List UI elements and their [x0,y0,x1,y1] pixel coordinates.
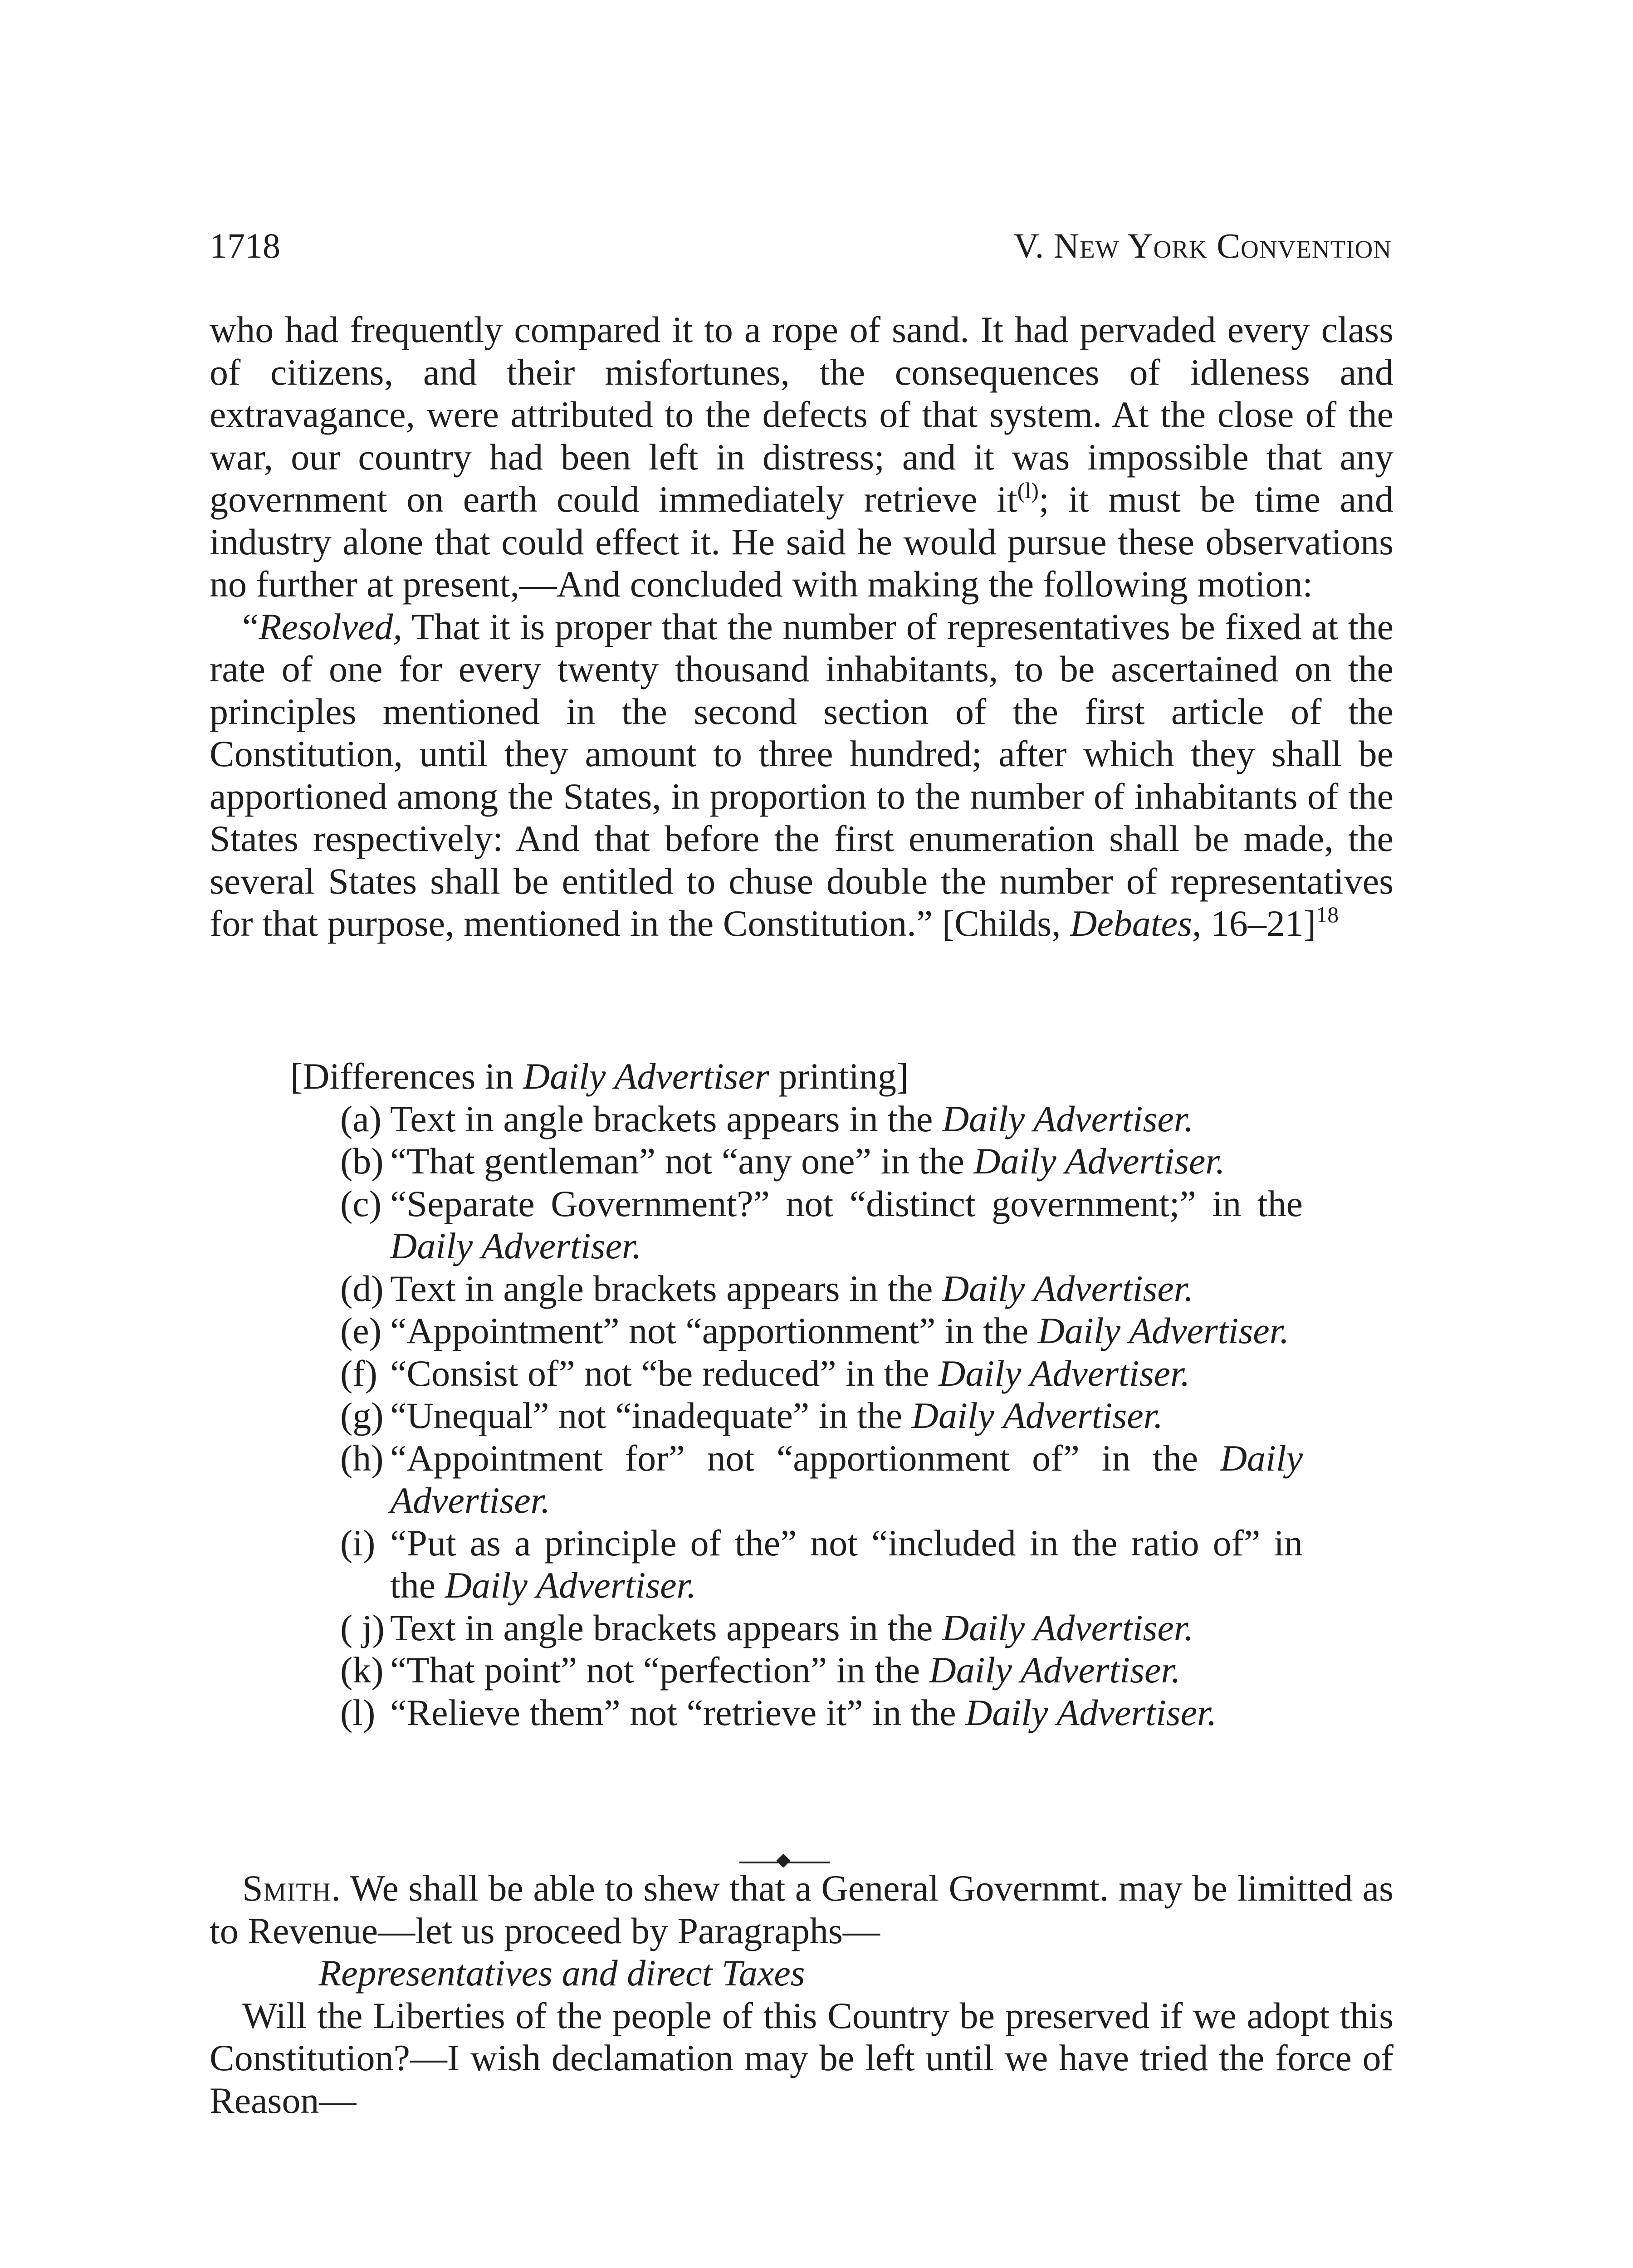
diamond-ornament-icon [776,1853,790,1867]
note-item: (g) “Unequal” not “inadequate” in the Daily Advertiser. [340,1395,1163,1436]
resolution-paragraph [210,606,1393,945]
debates-title: Debates, [1070,903,1202,944]
speech-paragraph: Will the Liberties of the people of this Country be preserved if we adopt this Constitution?—I wish declamation may be left until we have tried the force of Reason— [210,1994,1393,2121]
note-item: (c) “Separate Government?” not “distinct government;” in the Daily Advertiser. [340,1183,1303,1266]
speech-subheading: Representatives and direct Taxes [318,1952,805,1994]
citation-pages: 16–21] [1201,903,1316,944]
paragraph-text: who had frequently compared it to a rope of sand. It had pervaded every class of citizens, and their misfortunes, the consequences of idleness and extravagance, were attributed to the defects of that system. At the close of the war, our country had been left in distress; and it was impossible that any government on earth could immediately retrieve it [210,309,1393,520]
note-item: (l) “Relieve them” not “retrieve it” in the Daily Advertiser. [340,1691,1217,1733]
resolved-word: Resolved, [259,606,402,647]
resolution-text: That it is proper that the number of representatives be fixed at the rate of one for every twenty thousand inhabitants, to be ascertained on the principles mentioned in the second section of the first article of the Constitution, until they amount to three hundred; after which they shall be apportioned among the States, in proportion to the number of inhabitants of the States respectively: And that before the first enumeration shall be made, the several States shall be entitled to chuse double the number of representatives for that purpose, mentioned in the Constitution.” [Childs, [210,606,1393,944]
note-item: (b) “That gentleman” not “any one” in the Daily Advertiser. [340,1140,1225,1182]
notes-heading: [Differences in Daily Advertiser printing] [290,1056,909,1097]
speech-paragraph [210,1867,1393,1952]
note-marker: (l) [1017,478,1039,503]
note-item: (d) Text in angle brackets appears in the Daily Advertiser. [340,1267,1194,1309]
footnote-marker: 18 [1316,902,1339,927]
printing-differences [290,1055,1303,1734]
paragraph-text: ; it must be time and industry alone that could effect it. He said he would pursue these observations no further at present,—And concluded with making the following motion: [210,479,1393,605]
speaker-name: Smith. [242,1867,341,1909]
note-item: (k) “That point” not “perfection” in the Daily Advertiser. [340,1649,1181,1691]
running-title: V. New York Convention [1013,226,1392,265]
notes-list [290,1098,1303,1734]
note-item: (h) “Appointment for” not “apportionment of” in the Daily Advertiser. [340,1437,1303,1521]
note-item: (f) “Consist of” not “be reduced” in the Daily Advertiser. [340,1352,1190,1394]
quote-mark: “ [242,606,259,647]
smith-speech [210,1867,1393,2121]
paragraph-continuation [210,308,1393,606]
note-item: ( j) Text in angle brackets appears in the Daily Advertiser. [340,1607,1194,1648]
note-item: (a) Text in angle brackets appears in the Daily Advertiser. [340,1098,1194,1139]
note-item: (e) “Appointment” not “apportionment” in the Daily Advertiser. [340,1310,1289,1351]
speech-text: We shall be able to shew that a General Governmt. may be limitted as to Revenue—let us proceed by Paragraphs— [210,1867,1393,1951]
note-item: (i) “Put as a principle of the” not “included in the ratio of” in the Daily Advertiser. [340,1522,1303,1606]
main-body [210,308,1393,945]
page-number: 1718 [210,226,280,265]
